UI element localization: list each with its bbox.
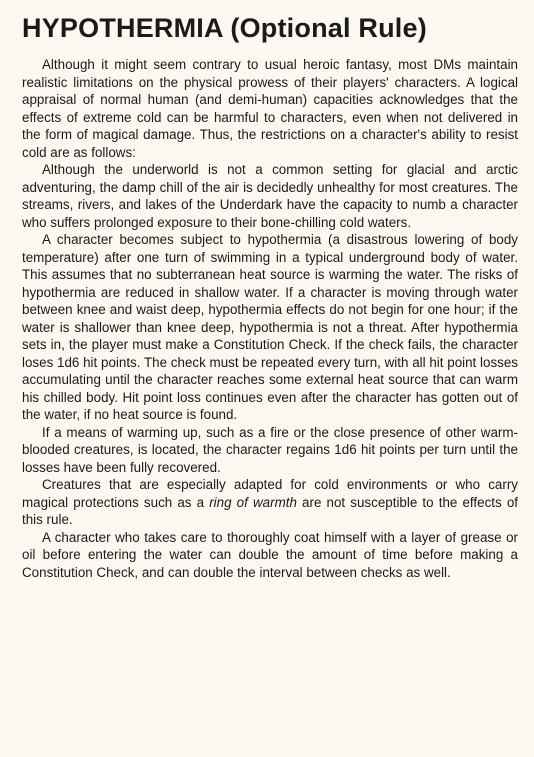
paragraph-hypothermia-rules: A character becomes subject to hypothermia (a disastrous lowering of body temperature) after one turn of swimming in a typical underground body of water. This assumes that no subterranean heat source is warming the water. The risks of hypothermia are reduced in shallow water. If a character is moving through water between knee and waist deep, hypothermia effects do not begin for one hour; if the water is shallower than knee deep, hypothermia is not a threat. After hypothermia sets in, the player must make a Constitution Check. If the check fails, the character loses 1d6 hit points. The check must be repeated every turn, with all hit point losses accumulating until the character reaches some external heat source that can warm his chilled body. Hit point loss continues even after the character has gotten out of the water, if no heat source is found.	[22, 232, 518, 422]
paragraph-warming-up: If a means of warming up, such as a fire or the close presence of other warm-blooded creatures, is located, the character regains 1d6 hit points per turn until the losses have been fully recovered.	[22, 424, 518, 475]
paragraph-underworld: Although the underworld is not a common setting for glacial and arctic adventuring, the damp chill of the air is decidedly unhealthy for most creatures. The streams, rivers, and lakes of the Underdark have the capacity to numb a character who suffers prolonged exposure to their bone-chilling cold waters.	[22, 162, 518, 230]
page-title: HYPOTHERMIA (Optional Rule)	[22, 13, 427, 43]
paragraph-grease-coating: A character who takes care to thoroughly coat himself with a layer of grease or oil before entering the water can double the amount of time before making a Constitution Check, and can double the interval between checks as well.	[22, 529, 518, 580]
paragraph-cold-adapted-before: Creatures that are especially adapted for cold environments or who carry magical protections such as a	[22, 477, 518, 510]
paragraph-intro: Although it might seem contrary to usual heroic fantasy, most DMs maintain realistic limitations on the physical prowess of their players' characters. A logical appraisal of normal human (and demi-human) capacities acknowledges that the effects of extreme cold can be harmful to characters, even when not delivered in the form of magical damage. Thus, the restrictions on a character's ability to resist cold are as follows:	[22, 57, 518, 160]
paragraph-cold-adapted	[22, 476, 518, 529]
document-body	[22, 56, 518, 581]
paragraph-cold-adapted-after: are not susceptible to the effects of this rule.	[22, 494, 518, 527]
ring-of-warmth-term: ring of warmth	[209, 494, 297, 510]
